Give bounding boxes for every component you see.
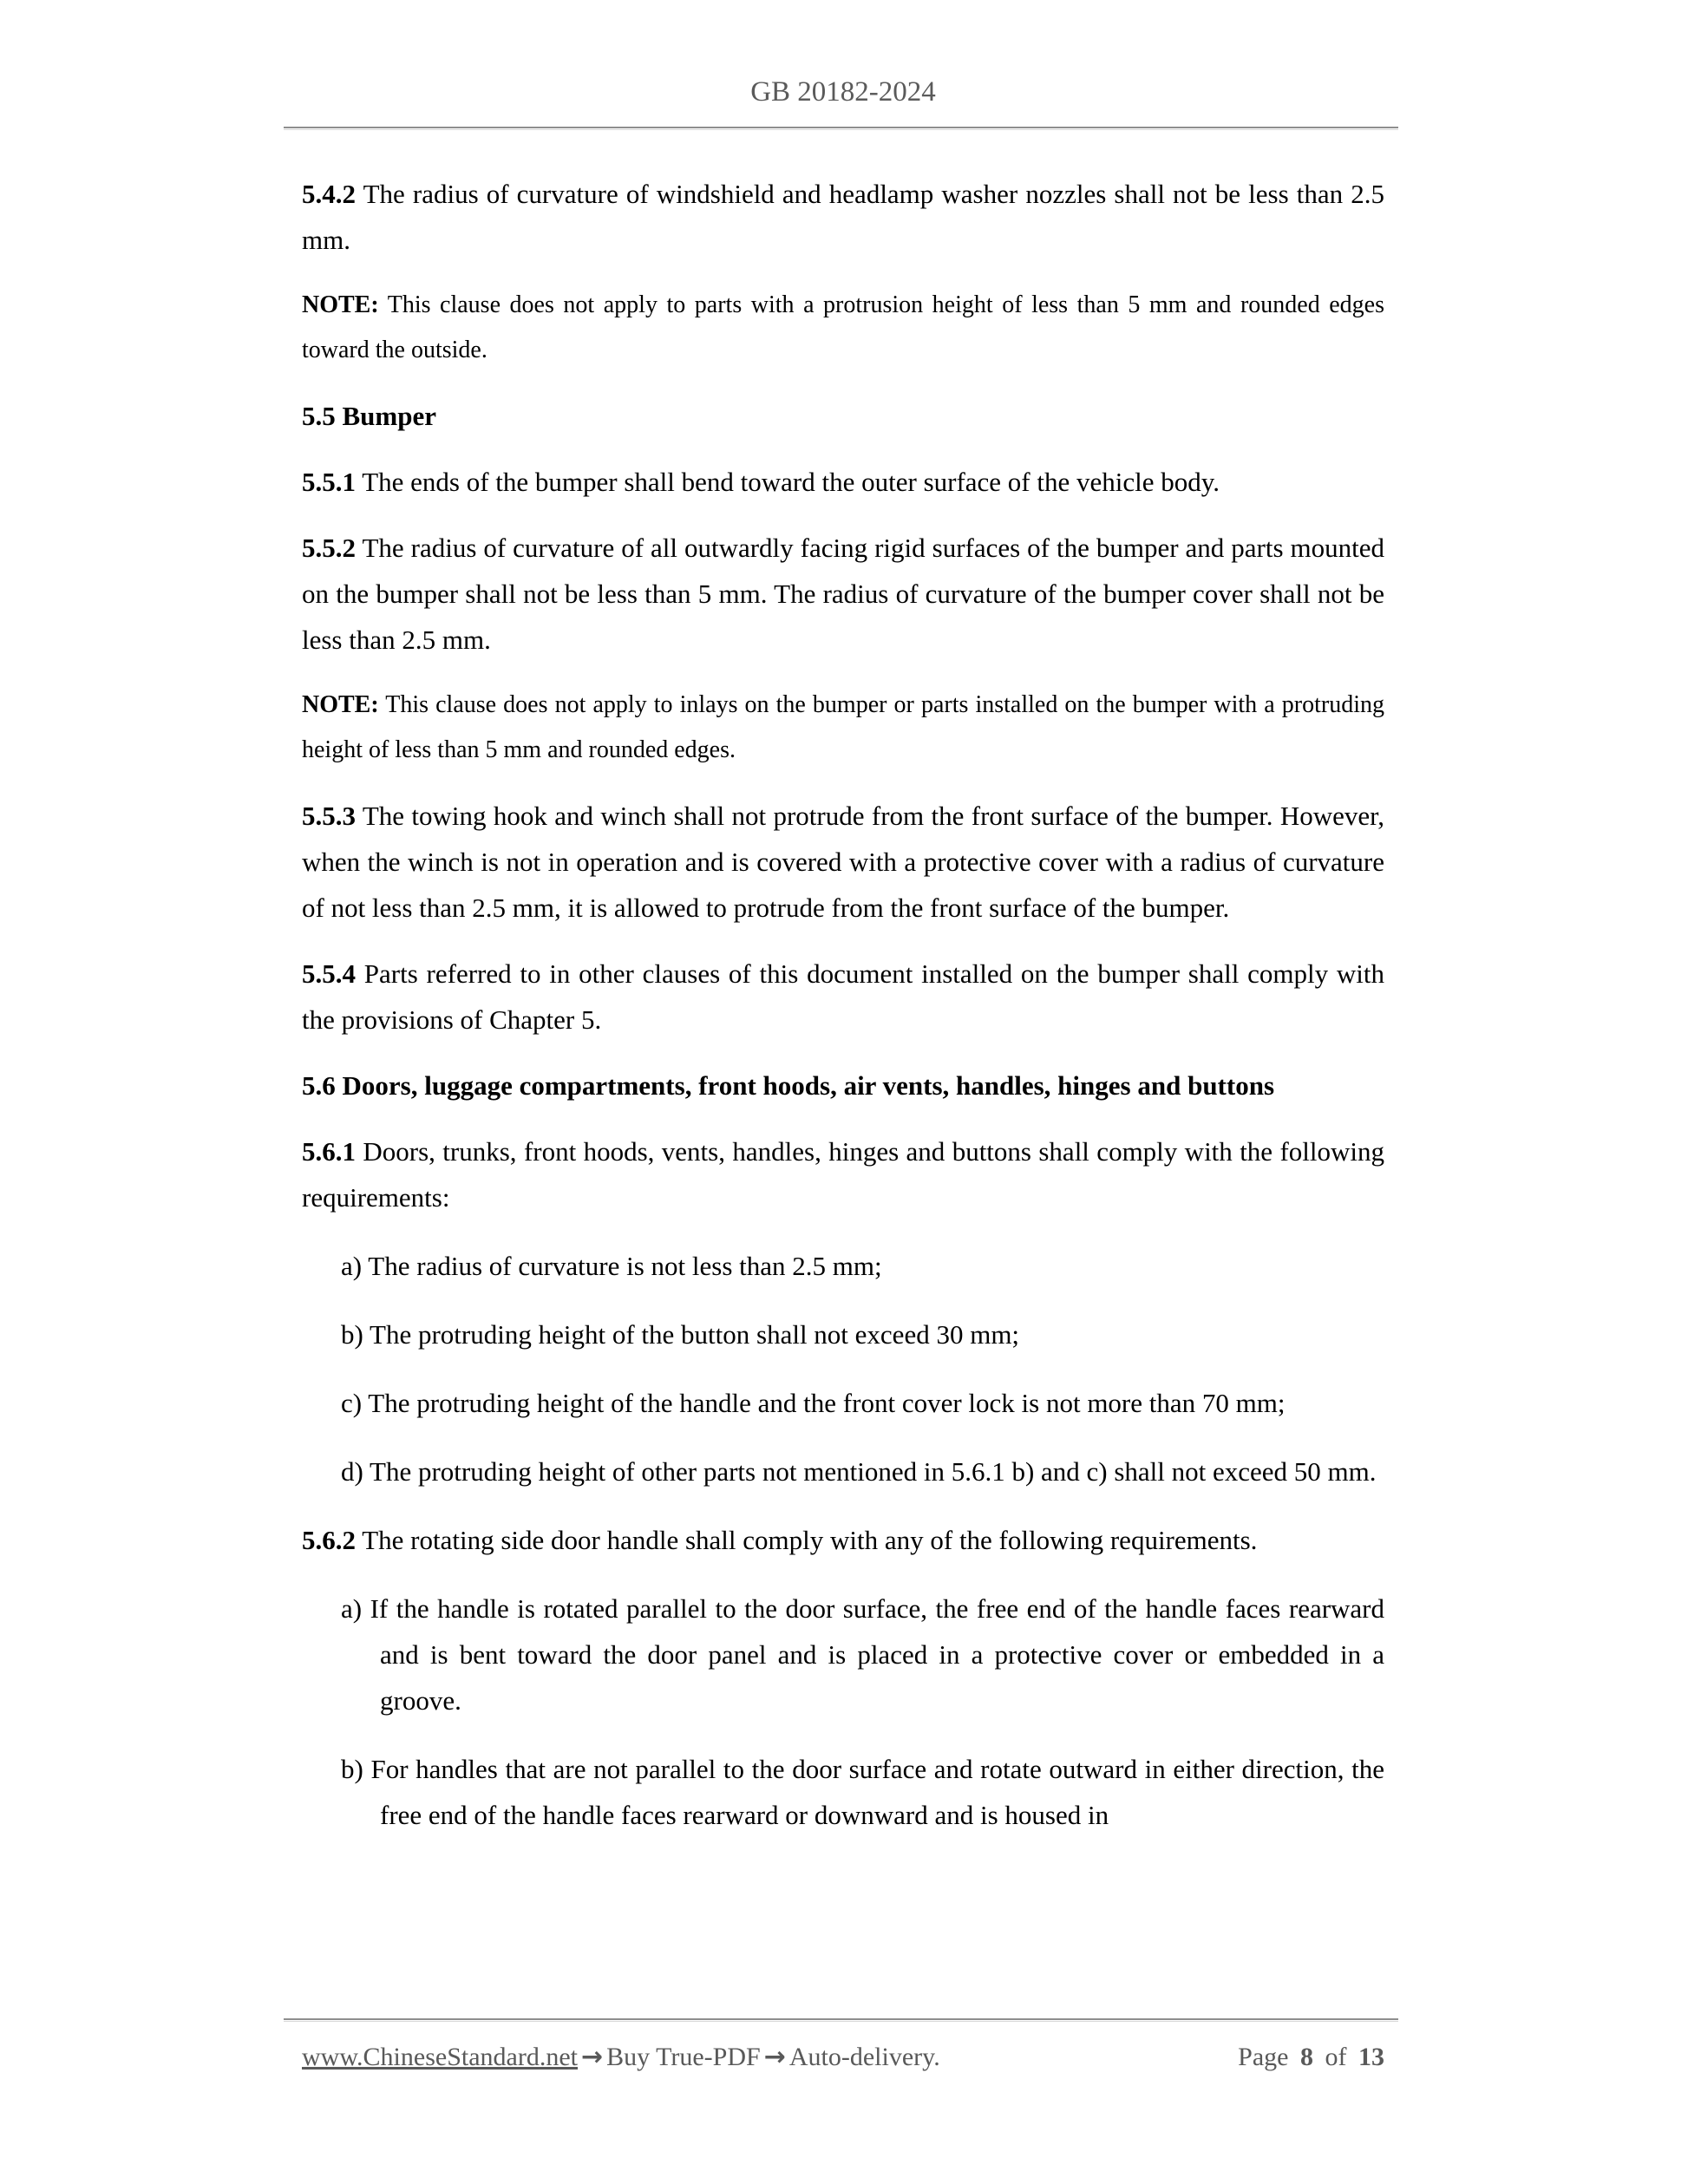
footer-website-link[interactable]: www.ChineseStandard.net [302,2043,578,2071]
list-item-a2 [302,1586,1384,1723]
list-item-text: For handles that are not parallel to the door surface and rotate outward in either direction, the free end of the handle faces rearward or downward and is housed in [370,1754,1385,1830]
of-label: of [1325,2043,1347,2071]
section-heading-5-6 [302,1063,1384,1108]
clause-number: 5.5.3 [302,801,356,831]
list-item-text: The radius of curvature is not less than 2.5 mm; [368,1251,882,1281]
page-header [302,0,1384,109]
clause-5-5-1 [302,459,1384,505]
list-marker: c) [341,1388,363,1418]
clause-text: The ends of the bumper shall bend toward the outer surface of the vehicle body. [362,467,1220,497]
note-label: NOTE: [302,691,379,718]
list-item-d [302,1448,1384,1494]
page-content [302,0,1384,1860]
section-number: 5.5 [302,401,336,431]
list-item-text: The protruding height of the button shall not exceed 30 mm; [370,1319,1020,1350]
page-indicator [1238,2040,1384,2075]
section-title: Bumper [342,401,436,431]
header-rule [284,127,1398,130]
clause-5-6-1 [302,1128,1384,1220]
clause-number: 5.5.2 [302,533,356,563]
clause-5-4-2 [302,171,1384,263]
footer-action-delivery: Auto-delivery. [788,2043,940,2071]
clause-text: The radius of curvature of windshield and headlamp washer nozzles shall not be less than 2.5 mm. [302,179,1384,255]
clause-text: The rotating side door handle shall comply with any of the following requirements. [362,1525,1258,1555]
note-5-5-2 [302,683,1384,773]
list-item-c [302,1380,1384,1426]
clause-5-5-4 [302,951,1384,1043]
right-arrow-icon: → [763,2042,786,2072]
right-arrow-icon: → [581,2042,604,2072]
page-footer [302,2018,1384,2075]
list-item-b [302,1311,1384,1357]
note-text: This clause does not apply to inlays on the bumper or parts installed on the bumper with a protruding height of less than 5 mm and rounded edges. [302,691,1384,763]
list-marker: a) [341,1251,363,1281]
list-marker: b) [341,1754,363,1784]
page-label: Page [1238,2043,1289,2071]
clause-number: 5.6.1 [302,1136,356,1167]
footer-source-line [302,2040,940,2075]
clause-5-6-2 [302,1517,1384,1563]
clause-5-5-2 [302,525,1384,663]
note-text: This clause does not apply to parts with a protrusion height of less than 5 mm and rounded edges toward the outside. [302,291,1385,363]
footer-rule [284,2018,1398,2022]
note-label: NOTE: [302,291,379,318]
list-item-text: If the handle is rotated parallel to the door surface, the free end of the handle faces rearward and is bent toward the door panel and is placed in a protective cover or embedded in a groove. [370,1593,1385,1716]
list-item-text: The protruding height of other parts not mentioned in 5.6.1 b) and c) shall not exceed 50 mm. [370,1456,1377,1487]
clause-number: 5.5.4 [302,958,356,989]
section-number: 5.6 [302,1070,336,1101]
list-item-a [302,1243,1384,1289]
section-heading-5-5 [302,393,1384,439]
document-body [302,171,1384,1838]
section-title: Doors, luggage compartments, front hoods, air vents, handles, hinges and buttons [342,1070,1275,1101]
clause-text: Doors, trunks, front hoods, vents, handles, hinges and buttons shall comply with the following requirements: [302,1136,1384,1213]
clause-number: 5.6.2 [302,1525,356,1555]
current-page-number: 8 [1300,2043,1313,2071]
list-marker: b) [341,1319,363,1350]
clause-text: Parts referred to in other clauses of this document installed on the bumper shall comply with the provisions of Chapter 5. [302,958,1384,1035]
list-marker: d) [341,1456,363,1487]
clause-text: The radius of curvature of all outwardly facing rigid surfaces of the bumper and parts mounted on the bumper shall not be less than 5 mm. The radius of curvature of the bumper cover shall not be less than 2.5 mm. [302,533,1384,655]
list-item-text: The protruding height of the handle and the front cover lock is not more than 70 mm; [368,1388,1286,1418]
note-5-4-2 [302,283,1384,373]
standard-code: GB 20182-2024 [750,76,936,108]
total-page-number: 13 [1358,2043,1384,2071]
clause-number: 5.4.2 [302,179,356,209]
list-item-b2 [302,1746,1384,1838]
clause-text: The towing hook and winch shall not protrude from the front surface of the bumper. However, when the winch is not in operation and is covered with a protective cover with a radius of curvature of not less than 2.5 mm, it is allowed to protrude from the front surface of the bumper. [302,801,1384,923]
footer-action-buy: Buy True-PDF [606,2043,761,2071]
clause-number: 5.5.1 [302,467,356,497]
list-marker: a) [341,1593,363,1624]
clause-5-5-3 [302,793,1384,931]
